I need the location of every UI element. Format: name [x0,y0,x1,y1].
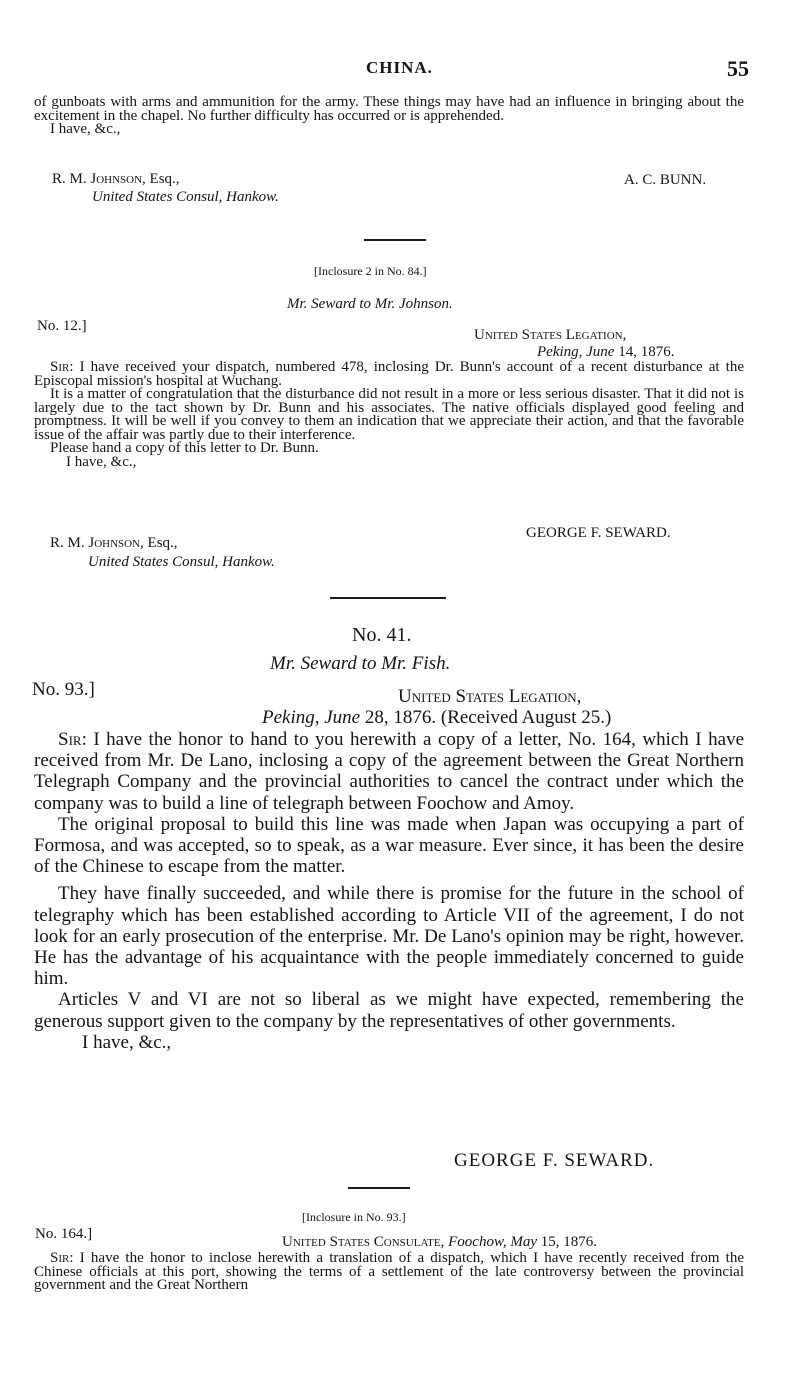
inclosure-heading: [Inclosure in No. 93.] [302,1210,406,1224]
paragraph-4: Articles V and VI are not so liberal as we might have expected, remembering the generous support given to the company by the representatives of other governments. [34,989,744,1032]
letter-date: Peking, June 28, 1876. (Received August 25.) [262,707,612,728]
consulate-heading: United States Consulate, Foochow, May 15, 1876. [282,1234,597,1250]
legation-heading: United States Legation, [474,327,627,343]
section-divider [348,1187,410,1189]
letter-body [34,729,744,1053]
paragraph-2: The original proposal to build this line was made when Japan was occupying a part of Formosa, and was accepted, so to speak, as a war measure. Ever since, it has been the desire of the Chinese to escape from the matter. [34,813,744,878]
section-divider [364,239,426,241]
paragraph-1: Sir: I have the honor to inclose herewith a translation of a dispatch, which I have recently received from the Chinese officials at this port, showing the terms of a settlement of the late controversy between the provincial government and the Great Northern [34,1250,744,1293]
addressee-name: R. M. Johnson, Esq., [50,535,178,551]
letter-date: Peking, June 14, 1876. [537,344,675,360]
paragraph-1: Sir: I have the honor to hand to you herewith a copy of a letter, No. 164, which I have received from Mr. De Lano, inclosing a copy of the agreement between the Great Northern Telegraph Company and the provincial authorities to cancel the contract under which the company was to build a line of telegraph between Foochow and Amoy. [34,729,744,814]
closing-phrase: I have, &c., [50,121,121,137]
running-header: CHINA. [366,58,433,77]
letter-body [34,361,744,469]
inclosure-heading: [Inclosure 2 in No. 84.] [314,264,427,278]
dispatch-number: No. 12.] [37,318,87,334]
paragraph-3: Please hand a copy of this letter to Dr. Bunn. [50,440,319,456]
addressee-title: United States Consul, Hankow. [88,554,275,570]
signature-seward: GEORGE F. SEWARD. [526,525,671,541]
letter-body [34,1252,744,1293]
paragraph-3: They have finally succeeded, and while there is promise for the future in the school of telegraphy which has been established according to Article VII of the agreement, I do not look for an early prosecution of the enterprise. Mr. De Lano's opinion may be right, however. He has the advantage of his acquaintance with the people immediately concerned to guide him. [34,883,744,990]
signature-bunn: A. C. BUNN. [624,172,707,188]
legation-heading: United States Legation, [398,686,582,707]
document-number: No. 41. [352,624,412,646]
paragraph-1: Sir: I have received your dispatch, numbered 478, inclosing Dr. Bunn's account of a recent disturbance at the Episcopal mission's hospital at Wuchang. [34,359,744,389]
page-number: 55 [727,56,749,81]
closing-phrase: I have, &c., [66,453,137,470]
letter-heading: Mr. Seward to Mr. Johnson. [287,296,453,312]
letter-heading: Mr. Seward to Mr. Fish. [270,653,451,674]
addressee-title: United States Consul, Hankow. [92,189,279,205]
dispatch-number: No. 93.] [32,679,95,700]
dispatch-number: No. 164.] [35,1226,93,1242]
continuation-paragraph [34,96,744,137]
paragraph-2: It is a matter of congratulation that the disturbance did not result in a more or less serious disaster. That it did not is largely due to the tact shown by Dr. Bunn and his associates. The native officials displayed good feeling and promptness. It will be well if you convey to them an indication that we appreciate their action, and that the favorable issue of the affair was partly due to their interference. [34,386,744,443]
addressee-name: R. M. Johnson, Esq., [52,171,180,187]
paragraph-text: of gunboats with arms and ammunition for the army. These things may have had an influence in bringing about the excitement in the chapel. No further difficulty has occurred or is apprehended. [34,94,744,124]
closing-phrase: I have, &c., [82,1031,172,1053]
section-divider [330,597,446,599]
signature-seward: GEORGE F. SEWARD. [454,1150,655,1171]
